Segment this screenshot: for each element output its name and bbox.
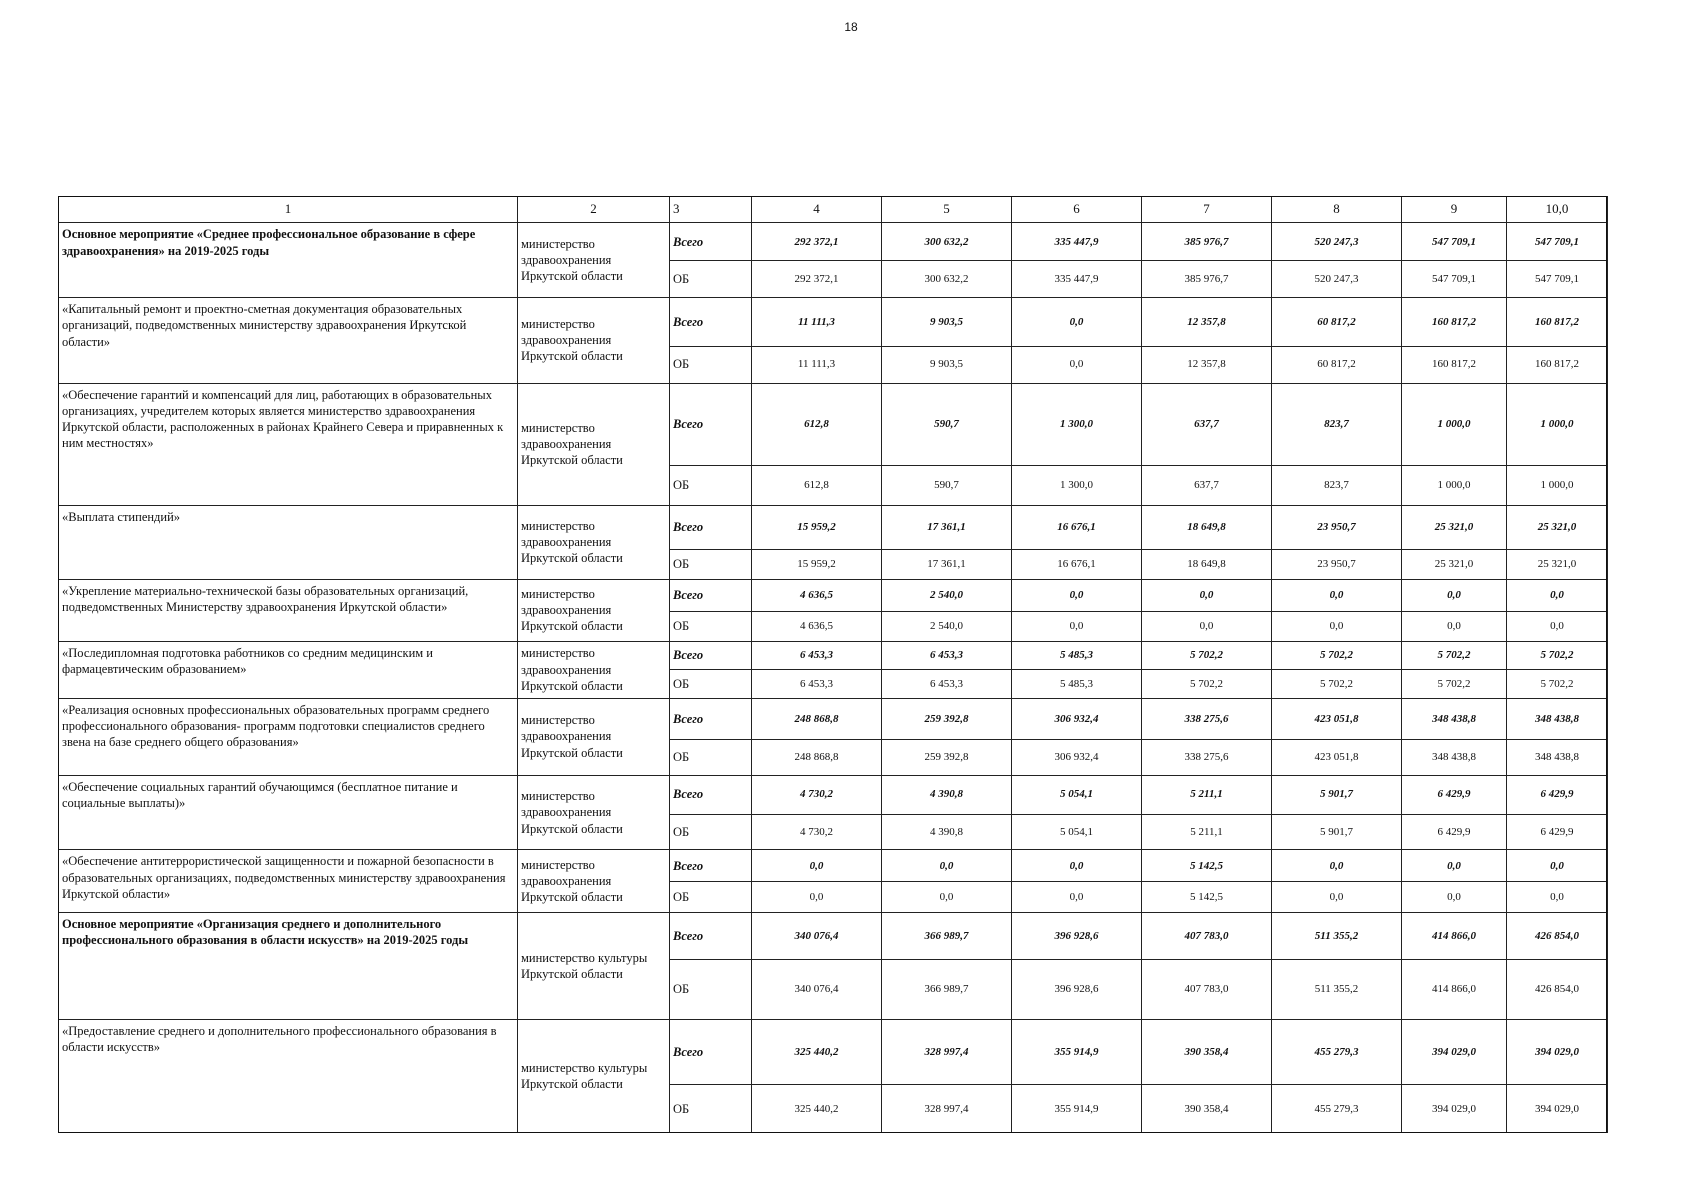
- responsible-organization: министерство здравоохранения Иркутской области: [518, 775, 670, 850]
- total-value: 385 976,7: [1142, 223, 1272, 261]
- total-value: 17 361,1: [882, 505, 1012, 549]
- funding-kind-regional: ОБ: [670, 346, 752, 383]
- activity-description: «Обеспечение антитеррористической защищенности и пожарной безопасности в образовательных организациях, подведомственных министерству здравоохранения Иркутской области»: [59, 850, 518, 912]
- total-value: 15 959,2: [752, 505, 882, 549]
- total-value: 5 901,7: [1272, 775, 1402, 814]
- total-value: 25 321,0: [1507, 505, 1608, 549]
- table-row: [59, 775, 1608, 814]
- regional-budget-value: 5 702,2: [1507, 670, 1608, 698]
- funding-kind-total: Всего: [670, 223, 752, 261]
- regional-budget-value: 0,0: [1272, 882, 1402, 913]
- regional-budget-value: 348 438,8: [1402, 739, 1507, 775]
- table-row: [59, 298, 1608, 346]
- total-value: 5 702,2: [1402, 641, 1507, 669]
- regional-budget-value: 5 142,5: [1142, 882, 1272, 913]
- total-value: 348 438,8: [1507, 698, 1608, 739]
- regional-budget-value: 340 076,4: [752, 959, 882, 1019]
- total-value: 455 279,3: [1272, 1020, 1402, 1085]
- total-value: 160 817,2: [1402, 298, 1507, 346]
- activity-description: «Последипломная подготовка работников со средним медицинским и фармацевтическим образованием»: [59, 641, 518, 698]
- total-value: 4 636,5: [752, 579, 882, 612]
- regional-budget-value: 455 279,3: [1272, 1085, 1402, 1133]
- total-value: 5 702,2: [1272, 641, 1402, 669]
- total-value: 23 950,7: [1272, 505, 1402, 549]
- total-value: 0,0: [882, 850, 1012, 882]
- total-value: 426 854,0: [1507, 912, 1608, 959]
- table-row: [59, 383, 1608, 465]
- activity-description: «Укрепление материально-технической базы образовательных организаций, подведомственных Министерству здравоохранения Иркутской области»: [59, 579, 518, 641]
- activity-description: «Обеспечение социальных гарантий обучающимся (бесплатное питание и социальные выплаты)»: [59, 775, 518, 850]
- total-value: 12 357,8: [1142, 298, 1272, 346]
- total-value: 612,8: [752, 383, 882, 465]
- table-row: [59, 505, 1608, 549]
- regional-budget-value: 292 372,1: [752, 261, 882, 298]
- regional-budget-value: 16 676,1: [1012, 550, 1142, 580]
- page-number: 18: [844, 20, 858, 34]
- activity-description: Основное мероприятие «Организация среднего и дополнительного профессионального образования в области искусств» на 2019-2025 годы: [59, 912, 518, 1020]
- regional-budget-value: 5 702,2: [1272, 670, 1402, 698]
- total-value: 6 453,3: [752, 641, 882, 669]
- funding-kind-regional: ОБ: [670, 739, 752, 775]
- regional-budget-value: 0,0: [1012, 882, 1142, 913]
- total-value: 5 142,5: [1142, 850, 1272, 882]
- header-cell: 9: [1402, 197, 1507, 223]
- regional-budget-value: 5 054,1: [1012, 814, 1142, 850]
- regional-budget-value: 23 950,7: [1272, 550, 1402, 580]
- responsible-organization: министерство здравоохранения Иркутской области: [518, 698, 670, 775]
- regional-budget-value: 17 361,1: [882, 550, 1012, 580]
- total-value: 340 076,4: [752, 912, 882, 959]
- total-value: 637,7: [1142, 383, 1272, 465]
- regional-budget-value: 4 636,5: [752, 612, 882, 642]
- total-value: 1 300,0: [1012, 383, 1142, 465]
- regional-budget-value: 0,0: [1507, 882, 1608, 913]
- regional-budget-value: 12 357,8: [1142, 346, 1272, 383]
- total-value: 0,0: [1272, 850, 1402, 882]
- responsible-organization: министерство здравоохранения Иркутской области: [518, 298, 670, 383]
- regional-budget-value: 385 976,7: [1142, 261, 1272, 298]
- regional-budget-value: 25 321,0: [1402, 550, 1507, 580]
- responsible-organization: министерство культуры Иркутской области: [518, 1020, 670, 1133]
- funding-kind-total: Всего: [670, 505, 752, 549]
- total-value: 396 928,6: [1012, 912, 1142, 959]
- regional-budget-value: 355 914,9: [1012, 1085, 1142, 1133]
- regional-budget-value: 25 321,0: [1507, 550, 1608, 580]
- total-value: 335 447,9: [1012, 223, 1142, 261]
- table-row: [59, 579, 1608, 612]
- activity-description: «Выплата стипендий»: [59, 505, 518, 579]
- table-row: [59, 850, 1608, 882]
- regional-budget-value: 5 211,1: [1142, 814, 1272, 850]
- total-value: 18 649,8: [1142, 505, 1272, 549]
- regional-budget-value: 426 854,0: [1507, 959, 1608, 1019]
- funding-kind-regional: ОБ: [670, 550, 752, 580]
- regional-budget-value: 547 709,1: [1402, 261, 1507, 298]
- regional-budget-value: 60 817,2: [1272, 346, 1402, 383]
- regional-budget-value: 0,0: [1402, 612, 1507, 642]
- total-value: 4 730,2: [752, 775, 882, 814]
- regional-budget-value: 259 392,8: [882, 739, 1012, 775]
- regional-budget-value: 248 868,8: [752, 739, 882, 775]
- total-value: 355 914,9: [1012, 1020, 1142, 1085]
- total-value: 11 111,3: [752, 298, 882, 346]
- regional-budget-value: 0,0: [1012, 346, 1142, 383]
- total-value: 0,0: [1012, 579, 1142, 612]
- total-value: 0,0: [1142, 579, 1272, 612]
- regional-budget-value: 394 029,0: [1402, 1085, 1507, 1133]
- regional-budget-value: 6 429,9: [1402, 814, 1507, 850]
- total-value: 16 676,1: [1012, 505, 1142, 549]
- header-cell: 8: [1272, 197, 1402, 223]
- regional-budget-value: 306 932,4: [1012, 739, 1142, 775]
- responsible-organization: министерство здравоохранения Иркутской области: [518, 641, 670, 698]
- budget-table: [58, 196, 1608, 1133]
- regional-budget-value: 0,0: [1507, 612, 1608, 642]
- regional-budget-value: 18 649,8: [1142, 550, 1272, 580]
- table-row: [59, 912, 1608, 959]
- total-value: 0,0: [1012, 298, 1142, 346]
- regional-budget-value: 366 989,7: [882, 959, 1012, 1019]
- regional-budget-value: 5 702,2: [1142, 670, 1272, 698]
- total-value: 6 453,3: [882, 641, 1012, 669]
- regional-budget-value: 390 358,4: [1142, 1085, 1272, 1133]
- total-value: 423 051,8: [1272, 698, 1402, 739]
- total-value: 0,0: [1402, 579, 1507, 612]
- table-row: [59, 1020, 1608, 1085]
- total-value: 394 029,0: [1402, 1020, 1507, 1085]
- total-value: 160 817,2: [1507, 298, 1608, 346]
- regional-budget-value: 0,0: [1402, 882, 1507, 913]
- funding-kind-total: Всего: [670, 775, 752, 814]
- table-row: [59, 698, 1608, 739]
- total-value: 0,0: [752, 850, 882, 882]
- activity-description: «Предоставление среднего и дополнительного профессионального образования в области искусств»: [59, 1020, 518, 1133]
- regional-budget-value: 5 485,3: [1012, 670, 1142, 698]
- funding-kind-regional: ОБ: [670, 670, 752, 698]
- regional-budget-value: 348 438,8: [1507, 739, 1608, 775]
- total-value: 414 866,0: [1402, 912, 1507, 959]
- total-value: 25 321,0: [1402, 505, 1507, 549]
- regional-budget-value: 1 000,0: [1402, 465, 1507, 505]
- funding-kind-regional: ОБ: [670, 959, 752, 1019]
- regional-budget-value: 6 429,9: [1507, 814, 1608, 850]
- total-value: 547 709,1: [1507, 223, 1608, 261]
- total-value: 325 440,2: [752, 1020, 882, 1085]
- regional-budget-value: 0,0: [752, 882, 882, 913]
- funding-kind-total: Всего: [670, 298, 752, 346]
- regional-budget-value: 6 453,3: [882, 670, 1012, 698]
- total-value: 366 989,7: [882, 912, 1012, 959]
- total-value: 259 392,8: [882, 698, 1012, 739]
- activity-description: Основное мероприятие «Среднее профессиональное образование в сфере здравоохранения» на 2019-2025 годы: [59, 223, 518, 298]
- total-value: 5 211,1: [1142, 775, 1272, 814]
- total-value: 300 632,2: [882, 223, 1012, 261]
- total-value: 9 903,5: [882, 298, 1012, 346]
- header-cell: 6: [1012, 197, 1142, 223]
- total-value: 306 932,4: [1012, 698, 1142, 739]
- funding-kind-total: Всего: [670, 912, 752, 959]
- total-value: 0,0: [1507, 579, 1608, 612]
- funding-kind-regional: ОБ: [670, 814, 752, 850]
- regional-budget-value: 4 390,8: [882, 814, 1012, 850]
- total-value: 590,7: [882, 383, 1012, 465]
- regional-budget-value: 15 959,2: [752, 550, 882, 580]
- regional-budget-value: 0,0: [1012, 612, 1142, 642]
- responsible-organization: министерство здравоохранения Иркутской области: [518, 505, 670, 579]
- regional-budget-value: 0,0: [1272, 612, 1402, 642]
- regional-budget-value: 5 702,2: [1402, 670, 1507, 698]
- funding-kind-total: Всего: [670, 383, 752, 465]
- total-value: 2 540,0: [882, 579, 1012, 612]
- regional-budget-value: 396 928,6: [1012, 959, 1142, 1019]
- table-row: [59, 223, 1608, 261]
- funding-kind-total: Всего: [670, 850, 752, 882]
- total-value: 60 817,2: [1272, 298, 1402, 346]
- total-value: 0,0: [1012, 850, 1142, 882]
- table-body: [59, 197, 1608, 1133]
- regional-budget-value: 590,7: [882, 465, 1012, 505]
- regional-budget-value: 823,7: [1272, 465, 1402, 505]
- total-value: 248 868,8: [752, 698, 882, 739]
- header-cell: 5: [882, 197, 1012, 223]
- responsible-organization: министерство здравоохранения Иркутской области: [518, 383, 670, 505]
- header-cell: 4: [752, 197, 882, 223]
- regional-budget-value: 5 901,7: [1272, 814, 1402, 850]
- responsible-organization: министерство культуры Иркутской области: [518, 912, 670, 1020]
- responsible-organization: министерство здравоохранения Иркутской области: [518, 223, 670, 298]
- total-value: 0,0: [1272, 579, 1402, 612]
- regional-budget-value: 300 632,2: [882, 261, 1012, 298]
- regional-budget-value: 11 111,3: [752, 346, 882, 383]
- activity-description: «Капитальный ремонт и проектно-сметная документация образовательных организаций, подведомственных министерству здравоохранения Иркутской области»: [59, 298, 518, 383]
- total-value: 0,0: [1402, 850, 1507, 882]
- header-cell: 3: [670, 197, 752, 223]
- regional-budget-value: 0,0: [882, 882, 1012, 913]
- regional-budget-value: 2 540,0: [882, 612, 1012, 642]
- regional-budget-value: 328 997,4: [882, 1085, 1012, 1133]
- regional-budget-value: 6 453,3: [752, 670, 882, 698]
- total-value: 348 438,8: [1402, 698, 1507, 739]
- total-value: 394 029,0: [1507, 1020, 1608, 1085]
- total-value: 547 709,1: [1402, 223, 1507, 261]
- funding-kind-regional: ОБ: [670, 261, 752, 298]
- total-value: 407 783,0: [1142, 912, 1272, 959]
- header-cell: 7: [1142, 197, 1272, 223]
- total-value: 6 429,9: [1507, 775, 1608, 814]
- total-value: 520 247,3: [1272, 223, 1402, 261]
- funding-kind-regional: ОБ: [670, 612, 752, 642]
- regional-budget-value: 4 730,2: [752, 814, 882, 850]
- total-value: 4 390,8: [882, 775, 1012, 814]
- funding-kind-total: Всего: [670, 1020, 752, 1085]
- header-row: [59, 197, 1608, 223]
- regional-budget-value: 9 903,5: [882, 346, 1012, 383]
- regional-budget-value: 335 447,9: [1012, 261, 1142, 298]
- total-value: 328 997,4: [882, 1020, 1012, 1085]
- total-value: 823,7: [1272, 383, 1402, 465]
- regional-budget-value: 414 866,0: [1402, 959, 1507, 1019]
- header-cell: 10,0: [1507, 197, 1608, 223]
- regional-budget-value: 0,0: [1142, 612, 1272, 642]
- header-cell: 1: [59, 197, 518, 223]
- regional-budget-value: 1 000,0: [1507, 465, 1608, 505]
- total-value: 5 702,2: [1142, 641, 1272, 669]
- regional-budget-value: 423 051,8: [1272, 739, 1402, 775]
- regional-budget-value: 325 440,2: [752, 1085, 882, 1133]
- total-value: 0,0: [1507, 850, 1608, 882]
- regional-budget-value: 547 709,1: [1507, 261, 1608, 298]
- regional-budget-value: 1 300,0: [1012, 465, 1142, 505]
- regional-budget-value: 160 817,2: [1507, 346, 1608, 383]
- funding-kind-regional: ОБ: [670, 882, 752, 913]
- funding-kind-total: Всего: [670, 579, 752, 612]
- regional-budget-value: 338 275,6: [1142, 739, 1272, 775]
- total-value: 5 485,3: [1012, 641, 1142, 669]
- regional-budget-value: 407 783,0: [1142, 959, 1272, 1019]
- regional-budget-value: 160 817,2: [1402, 346, 1507, 383]
- activity-description: «Обеспечение гарантий и компенсаций для лиц, работающих в образовательных организациях, учредителем которых является министерство здравоохранения Иркутской области, расположенных в районах Крайнего Севера и приравненных к ним местностях»: [59, 383, 518, 505]
- total-value: 1 000,0: [1507, 383, 1608, 465]
- total-value: 6 429,9: [1402, 775, 1507, 814]
- funding-kind-regional: ОБ: [670, 1085, 752, 1133]
- funding-kind-regional: ОБ: [670, 465, 752, 505]
- funding-kind-total: Всего: [670, 641, 752, 669]
- header-cell: 2: [518, 197, 670, 223]
- total-value: 390 358,4: [1142, 1020, 1272, 1085]
- total-value: 511 355,2: [1272, 912, 1402, 959]
- activity-description: «Реализация основных профессиональных образовательных программ среднего профессионального образования- программ подготовки специалистов среднего звена на базе среднего общего образования»: [59, 698, 518, 775]
- total-value: 5 054,1: [1012, 775, 1142, 814]
- regional-budget-value: 612,8: [752, 465, 882, 505]
- total-value: 338 275,6: [1142, 698, 1272, 739]
- regional-budget-value: 511 355,2: [1272, 959, 1402, 1019]
- total-value: 292 372,1: [752, 223, 882, 261]
- regional-budget-value: 637,7: [1142, 465, 1272, 505]
- regional-budget-value: 520 247,3: [1272, 261, 1402, 298]
- total-value: 5 702,2: [1507, 641, 1608, 669]
- table-row: [59, 641, 1608, 669]
- responsible-organization: министерство здравоохранения Иркутской области: [518, 579, 670, 641]
- regional-budget-value: 394 029,0: [1507, 1085, 1608, 1133]
- funding-kind-total: Всего: [670, 698, 752, 739]
- responsible-organization: министерство здравоохранения Иркутской области: [518, 850, 670, 912]
- total-value: 1 000,0: [1402, 383, 1507, 465]
